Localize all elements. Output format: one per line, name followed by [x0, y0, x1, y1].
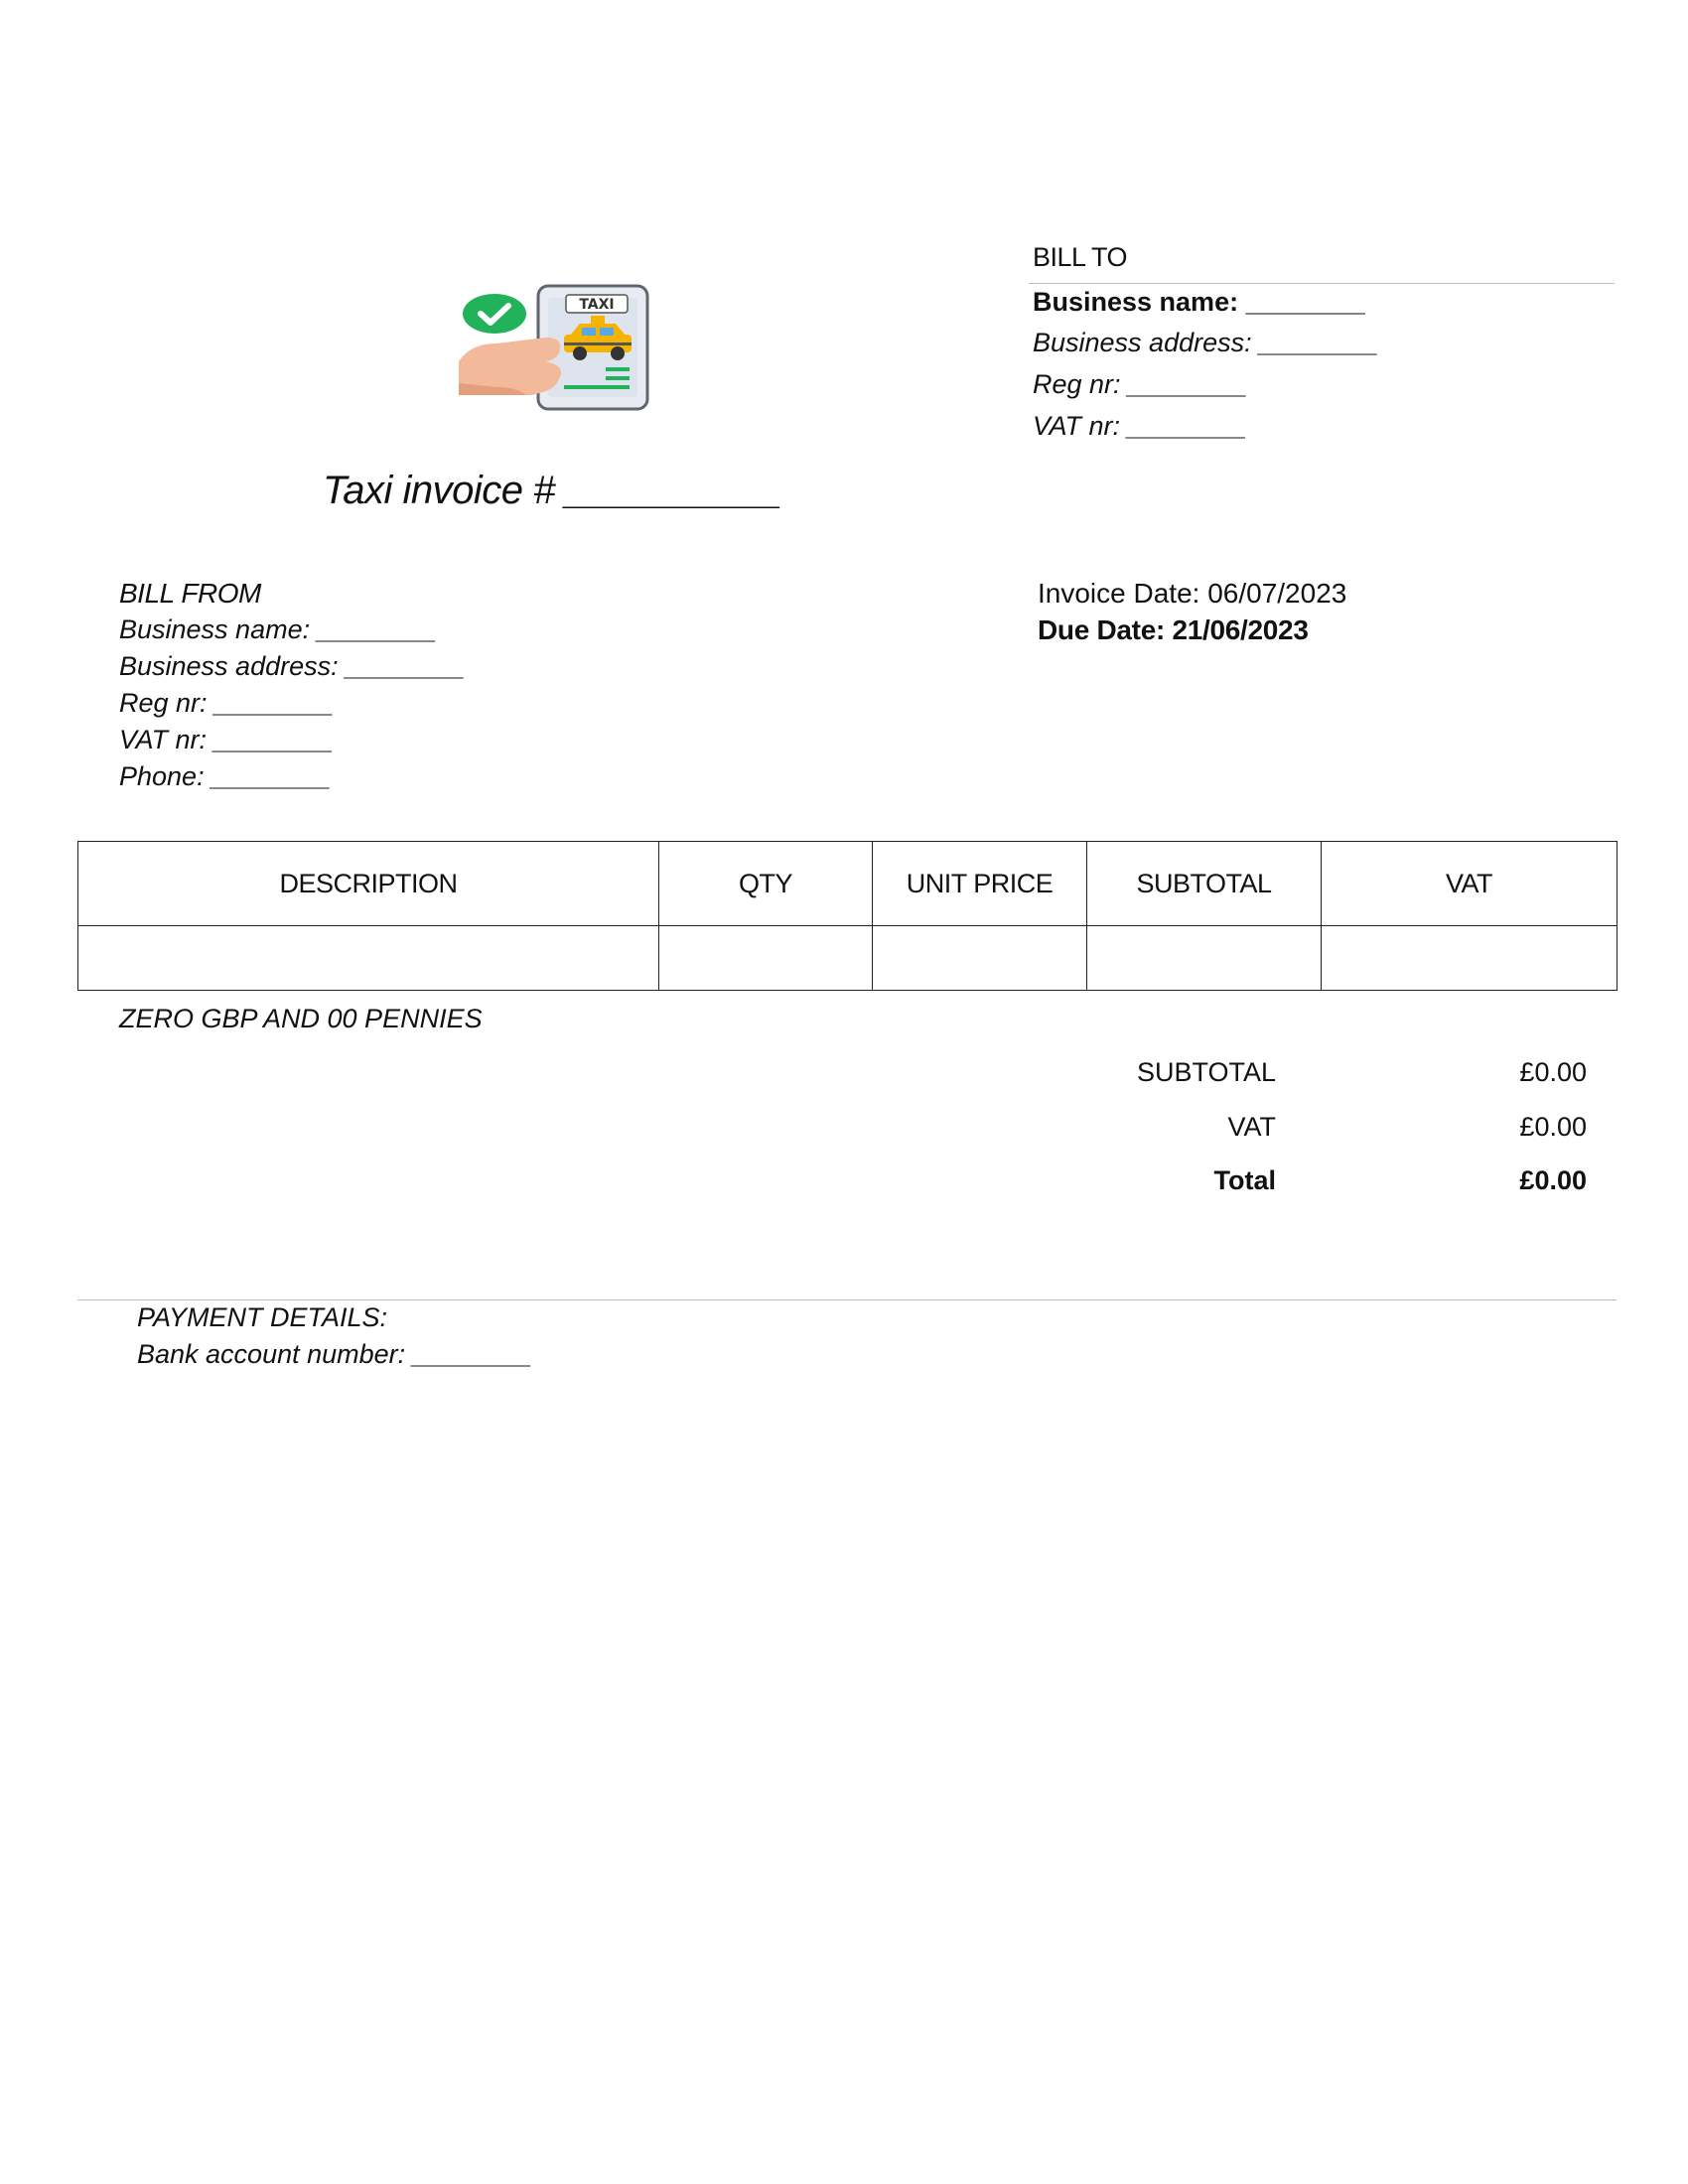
payment-details-heading: PAYMENT DETAILS:	[137, 1302, 388, 1332]
vat-label: VAT	[1227, 1112, 1276, 1142]
bill-from-business-name: Business name: ________	[119, 614, 437, 644]
bill-to-business-address: Business address: ________	[1033, 328, 1379, 357]
svg-text:TAXI: TAXI	[579, 297, 615, 313]
bank-account-number: Bank account number: ________	[137, 1339, 532, 1369]
column-header-subtotal: SUBTOTAL	[1087, 842, 1322, 926]
table-header-row	[78, 842, 1618, 926]
column-header-description: DESCRIPTION	[78, 842, 659, 926]
bill-from-business-address: Business address: ________	[119, 651, 466, 681]
amount-in-words: ZERO GBP AND 00 PENNIES	[119, 1004, 483, 1033]
table-cell-unit-price	[873, 926, 1087, 991]
invoice-title: Taxi invoice # __________	[323, 469, 781, 512]
bill-from-vat-nr: VAT nr: ________	[119, 725, 334, 754]
table-cell-subtotal	[1087, 926, 1322, 991]
invoice-date: Invoice Date: 06/07/2023	[1038, 578, 1347, 609]
items-table	[77, 841, 1618, 991]
subtotal-label: SUBTOTAL	[1136, 1057, 1276, 1087]
total-value: £0.00	[1519, 1165, 1587, 1195]
table-cell-description	[78, 926, 659, 991]
total-label: Total	[1213, 1165, 1276, 1195]
bill-to-reg-nr: Reg nr: ________	[1033, 369, 1248, 399]
table-cell-qty	[659, 926, 873, 991]
due-date: Due Date: 21/06/2023	[1038, 614, 1309, 645]
subtotal-value: £0.00	[1519, 1057, 1587, 1087]
bill-to-vat-nr: VAT nr: ________	[1033, 411, 1247, 441]
column-header-qty: QTY	[659, 842, 873, 926]
taxi-booking-app-icon	[457, 284, 655, 413]
bill-to-business-name: Business name: ________	[1033, 287, 1365, 317]
bill-to-heading: BILL TO	[1033, 242, 1128, 272]
vat-value: £0.00	[1519, 1112, 1587, 1142]
column-header-vat: VAT	[1322, 842, 1618, 926]
table-cell-vat	[1322, 926, 1618, 991]
table-row	[78, 926, 1618, 991]
bill-from-reg-nr: Reg nr: ________	[119, 688, 335, 718]
bill-from-phone: Phone: ________	[119, 761, 332, 791]
bill-to-divider	[1029, 283, 1615, 284]
payment-divider	[77, 1299, 1617, 1300]
column-header-unit-price: UNIT PRICE	[873, 842, 1087, 926]
bill-from-heading: BILL FROM	[119, 578, 261, 609]
